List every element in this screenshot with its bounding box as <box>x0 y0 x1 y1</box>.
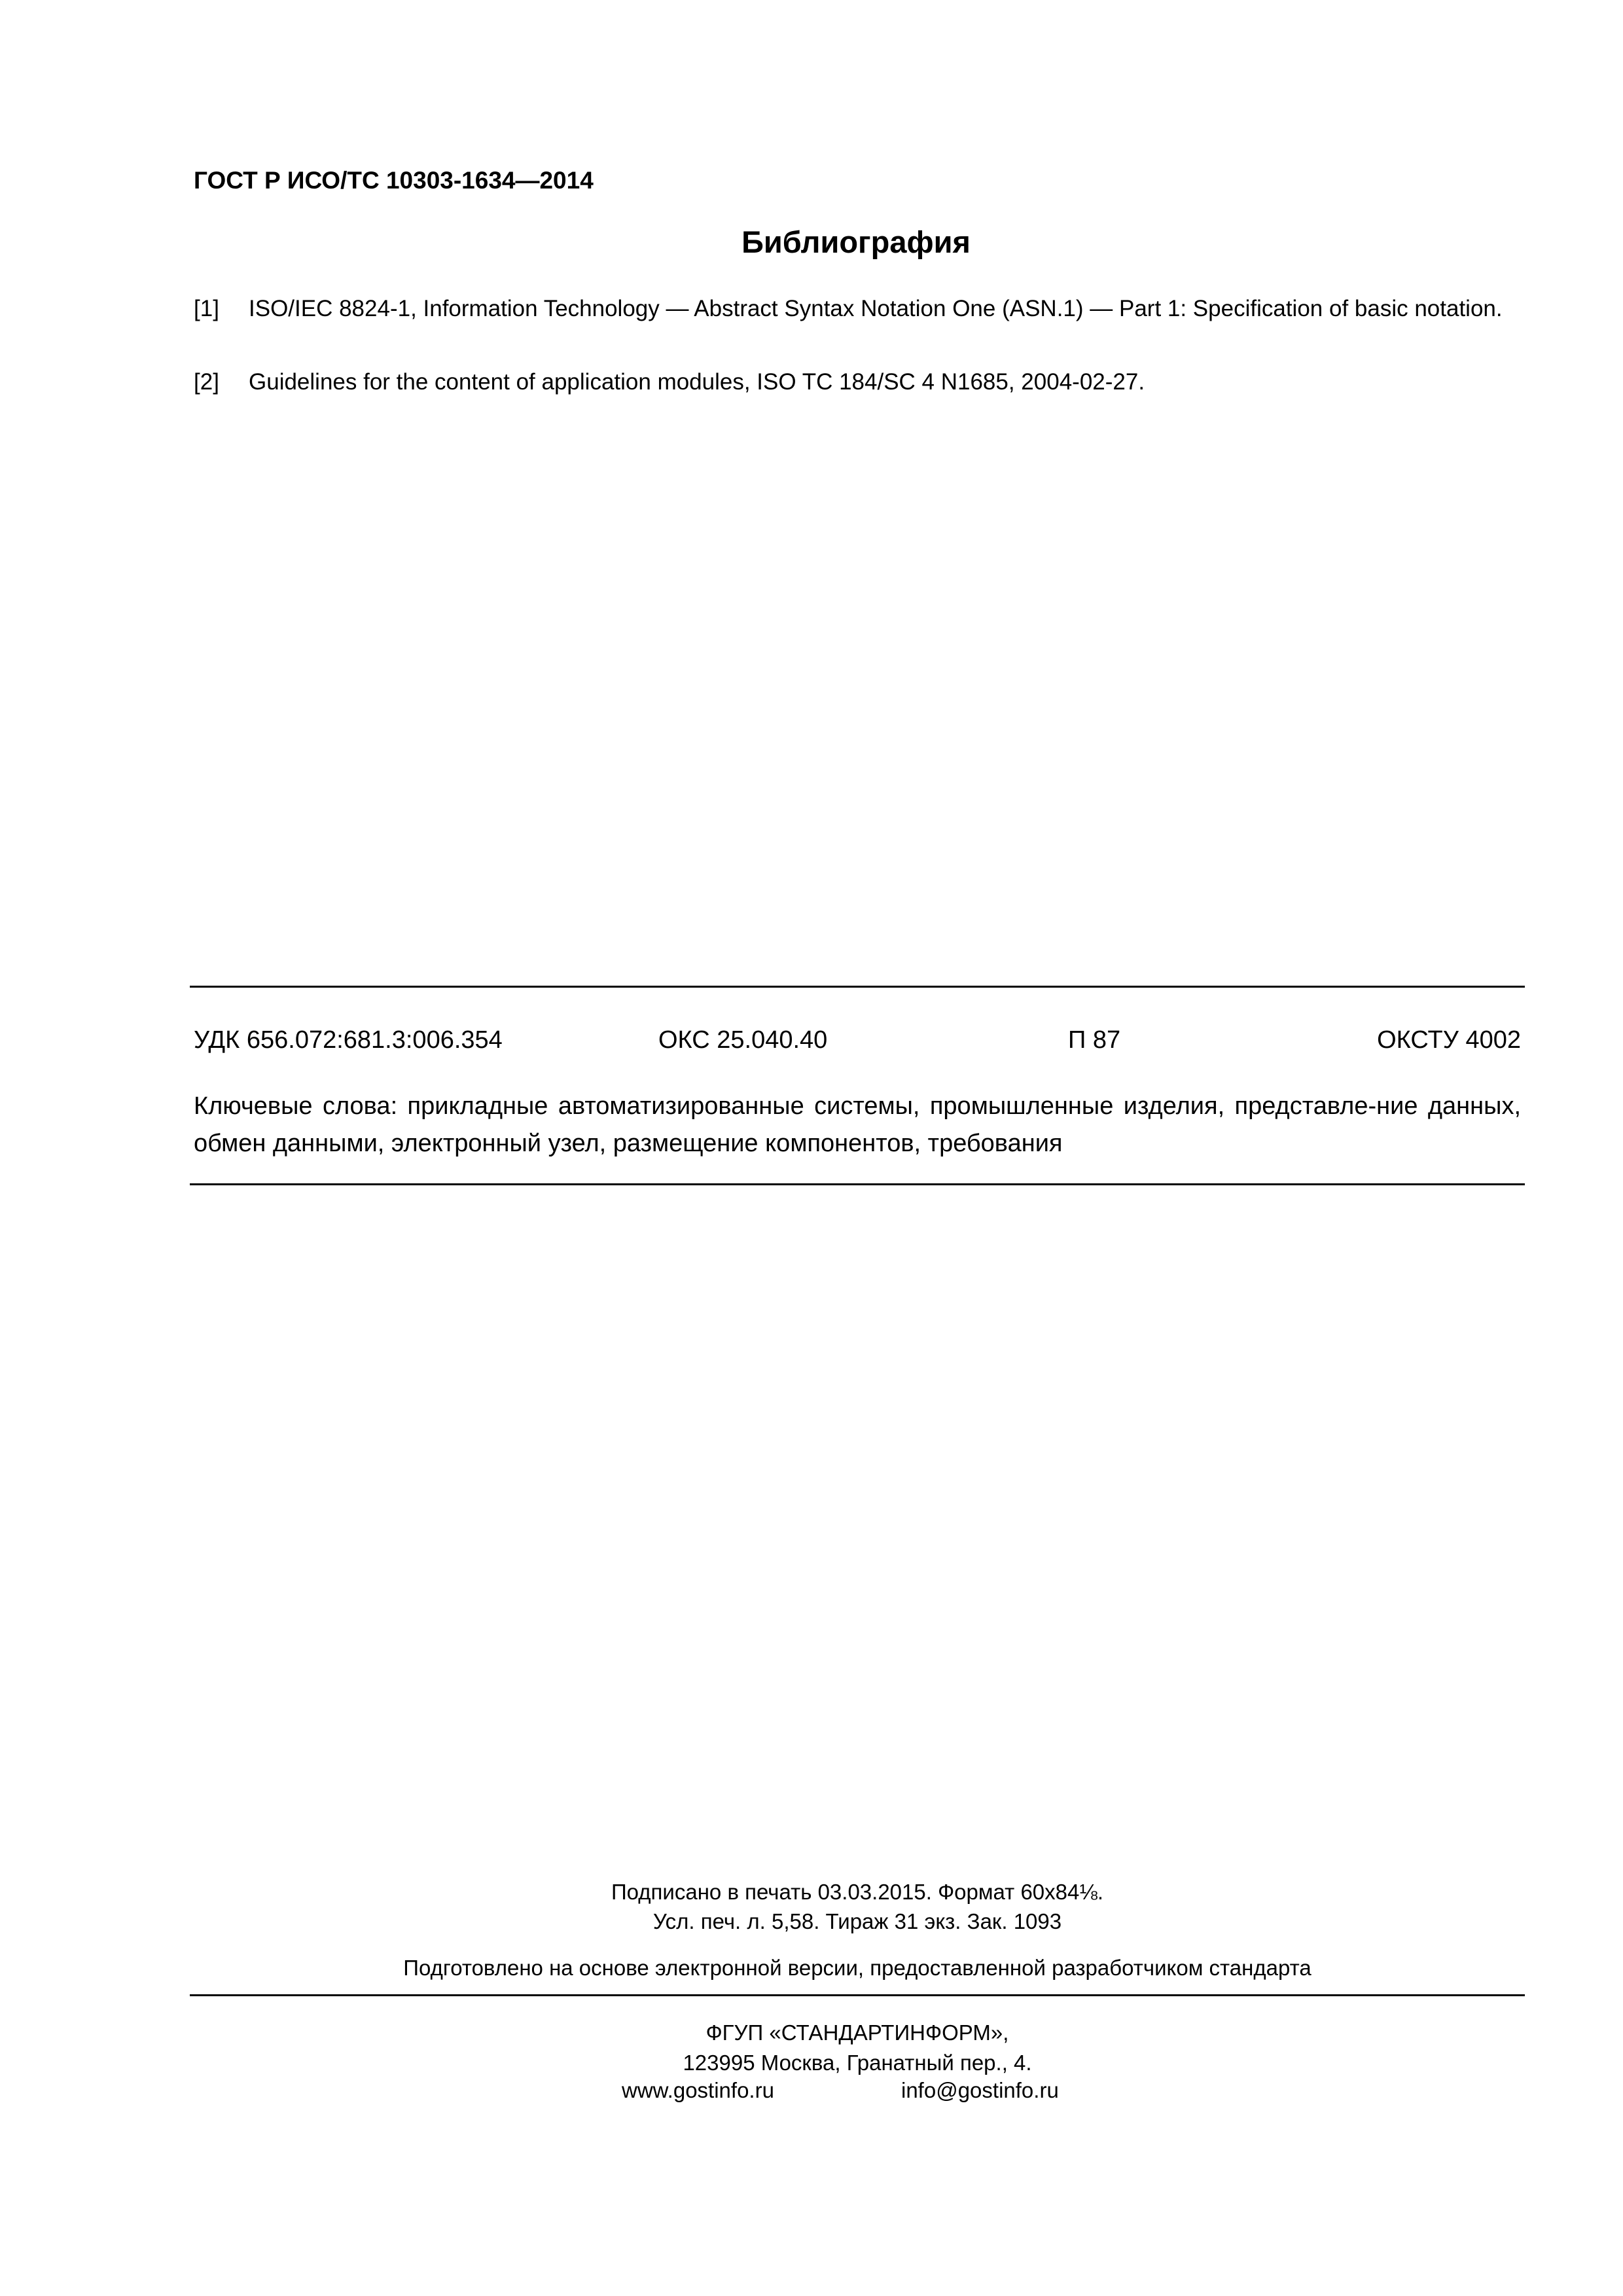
publisher-address: 123995 Москва, Гранатный пер., 4. <box>683 2051 1032 2075</box>
bibliography-entry-1-number: [1] <box>194 296 219 321</box>
imprint-sheets-line: Усл. печ. л. 5,58. Тираж 31 экз. Зак. 1093 <box>652 1909 1062 1933</box>
bibliography-entry-2-number: [2] <box>194 369 219 395</box>
publisher-divider <box>190 1994 1525 1996</box>
classification-row <box>194 1024 1521 1056</box>
oks-code: ОКС 25.040.40 <box>658 1026 828 1054</box>
publisher-email-link[interactable]: info@gostinfo.ru <box>901 2078 1059 2102</box>
standard-code-header: ГОСТ Р ИСО/ТС 10303-1634—2014 <box>194 167 594 194</box>
bibliography-entry-1-text: ISO/IEC 8824-1, Information Technology — Abstract Syntax Notation One (ASN.1) — Part 1: Specification of basic notation. <box>249 296 1503 321</box>
imprint-prepared-line: Подготовлено на основе электронной версии, предоставленной разработчиком стандарта <box>403 1956 1311 1980</box>
publisher-name: ФГУП «СТАНДАРТИНФОРМ», <box>705 2020 1009 2045</box>
p-code: П 87 <box>1068 1026 1121 1054</box>
okstu-code: ОКСТУ 4002 <box>1377 1026 1521 1054</box>
imprint-print-line: Подписано в печать 03.03.2015. Формат 60х84⅛. <box>611 1880 1104 1904</box>
bibliography-entry-2-text: Guidelines for the content of application modules, ISO TC 184/SC 4 N1685, 2004-02-27. <box>249 369 1145 395</box>
keywords-text: Ключевые слова: прикладные автоматизированные системы, промышленные изделия, представле-ние данных, обмен данными, электронный узел, размещение компонентов, требования <box>194 1092 1521 1157</box>
keywords-bottom-divider <box>190 1183 1525 1185</box>
classification-top-divider <box>190 986 1525 988</box>
publisher-website-link[interactable]: www.gostinfo.ru <box>622 2078 774 2102</box>
udk-code: УДК 656.072:681.3:006.354 <box>194 1026 503 1054</box>
bibliography-title: Библиография <box>741 224 971 259</box>
publisher-contacts <box>190 2075 1525 2106</box>
